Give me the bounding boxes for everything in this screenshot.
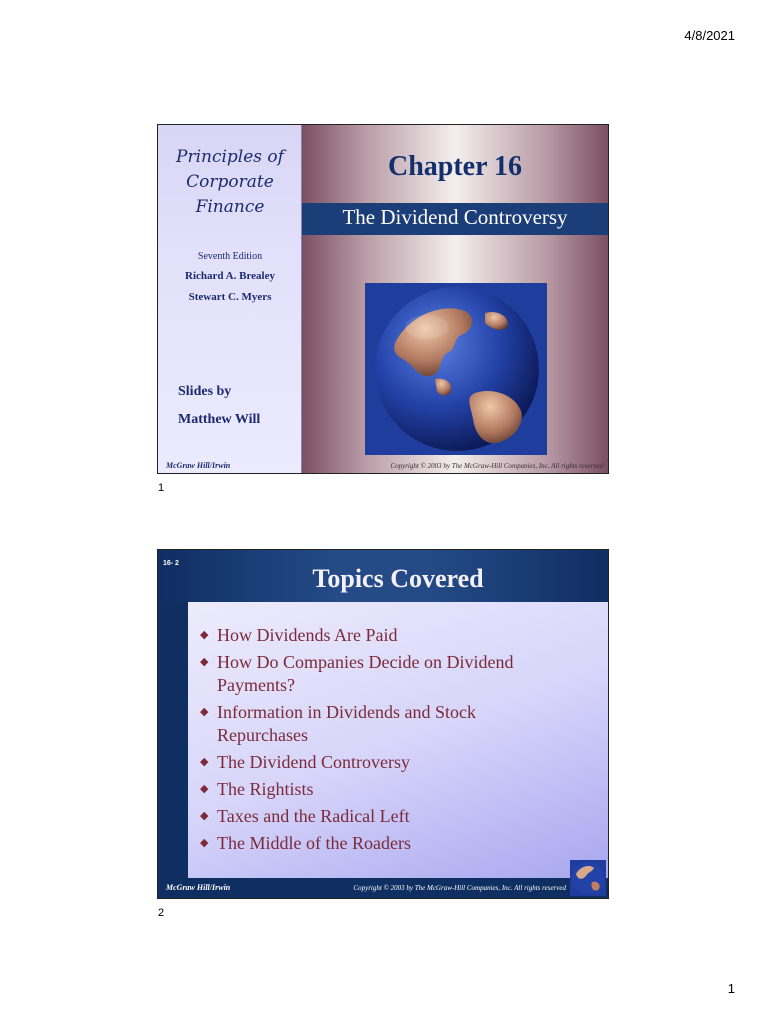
book-title-line: Principles of: [176, 147, 284, 167]
list-item-text: The Dividend Controversy: [217, 752, 410, 772]
diamond-bullet-icon: ◆: [200, 656, 209, 668]
slide-1: [157, 124, 609, 474]
list-item: [200, 832, 560, 855]
page-number: 1: [727, 981, 735, 996]
list-item-text: The Middle of the Roaders: [217, 833, 411, 853]
list-item: [200, 701, 560, 747]
publisher-label: McGraw Hill/Irwin: [166, 461, 231, 470]
globe-image: [365, 283, 547, 455]
edition-label: Seventh Edition: [197, 251, 263, 262]
list-item: [200, 651, 560, 697]
globe-icon: [365, 283, 547, 455]
book-title-line: Corporate: [186, 172, 274, 192]
slide-2-left-bar: [158, 550, 188, 898]
list-item-text: How Dividends Are Paid: [217, 625, 398, 645]
slide-title: Topics Covered: [312, 564, 484, 593]
book-title: [158, 145, 302, 220]
page-date: 4/8/2021: [684, 28, 735, 43]
list-item: [200, 624, 560, 647]
list-item-text: How Do Companies Decide on Dividend Payments?: [217, 652, 514, 695]
diamond-bullet-icon: ◆: [200, 629, 209, 641]
author-name: Richard A. Brealey: [185, 270, 275, 282]
slide-index: 1: [158, 482, 165, 494]
globe-thumbnail: [570, 860, 606, 896]
diamond-bullet-icon: ◆: [200, 837, 209, 849]
author-name: Stewart C. Myers: [188, 291, 272, 303]
list-item: [200, 805, 560, 828]
diamond-bullet-icon: ◆: [200, 706, 209, 718]
copyright-notice: Copyright © 2003 by The McGraw-Hill Companies, Inc. All rights reserved: [353, 884, 566, 892]
topics-list: [200, 624, 560, 859]
publisher-label: McGraw Hill/Irwin: [166, 883, 231, 892]
list-item: [200, 751, 560, 774]
slides-by-name: Matthew Will: [178, 412, 261, 427]
book-title-line: Finance: [195, 197, 265, 217]
chapter-heading: Chapter 16: [387, 151, 523, 182]
list-item-text: The Rightists: [217, 779, 314, 799]
copyright-notice: Copyright © 2003 by The McGraw-Hill Companies, Inc. All rights reserved: [390, 462, 603, 470]
slide-index: 2: [158, 907, 165, 919]
diamond-bullet-icon: ◆: [200, 756, 209, 768]
diamond-bullet-icon: ◆: [200, 783, 209, 795]
diamond-bullet-icon: ◆: [200, 810, 209, 822]
slide-2: [157, 549, 609, 899]
list-item: [200, 778, 560, 801]
slide-title: The Dividend Controversy: [342, 205, 568, 229]
list-item-text: Information in Dividends and Stock Repurchases: [217, 702, 476, 745]
slides-by-label: Slides by: [178, 384, 232, 399]
globe-icon: [570, 860, 606, 896]
slide-number: 16- 2: [163, 560, 179, 567]
list-item-text: Taxes and the Radical Left: [217, 806, 410, 826]
